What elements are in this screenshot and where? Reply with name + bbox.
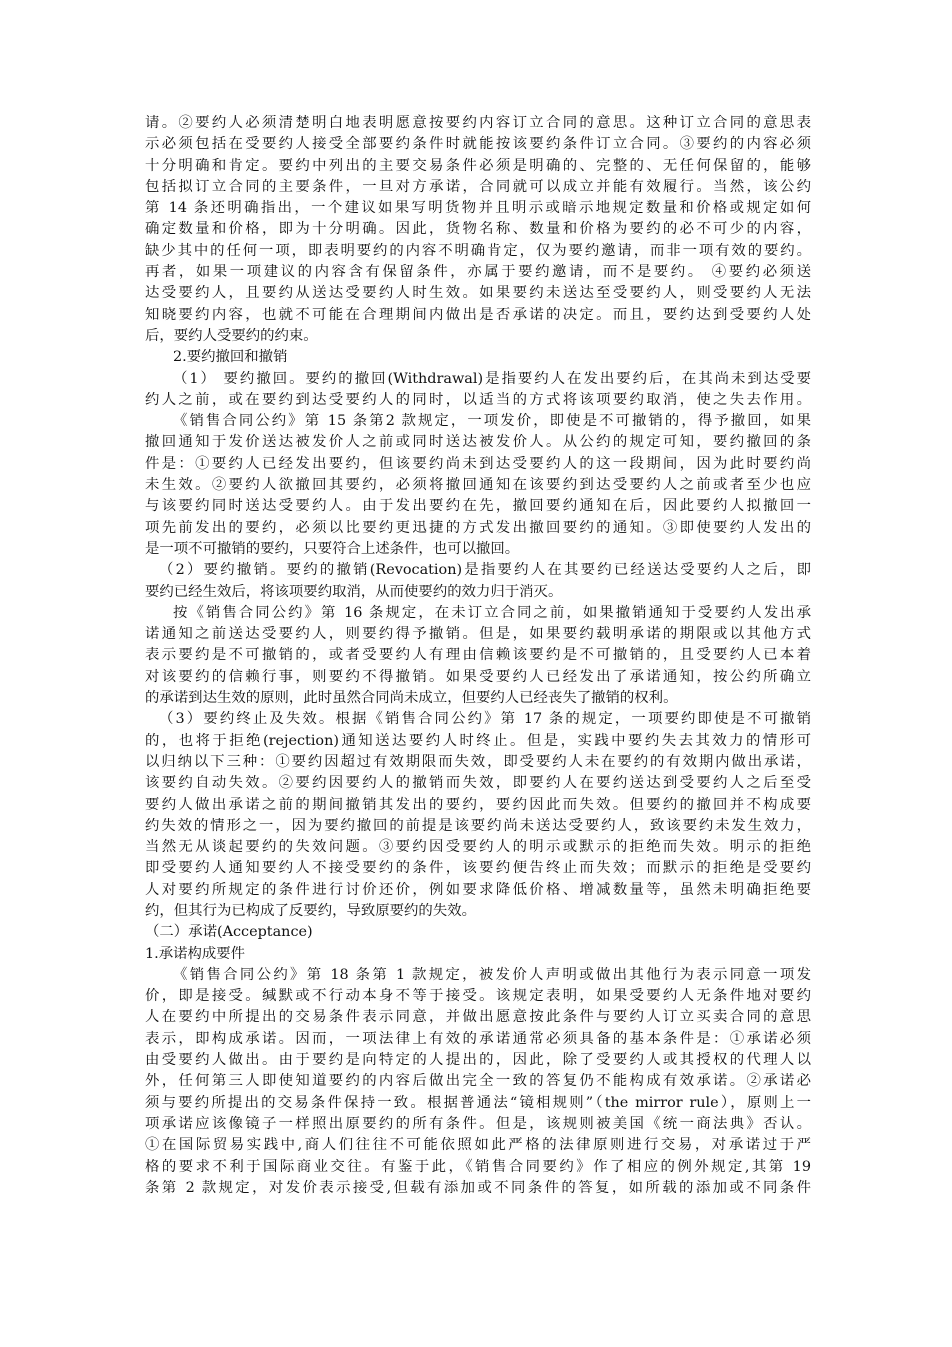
text-line: 要约已经生效后，将该项要约取消，从而使要约的效力归于消灭。 bbox=[145, 583, 563, 600]
text-line: 项先前发出的要约，必须以比要约更迅捷的方式发出撤回要约的通知。③即使要约人发出的 bbox=[145, 519, 811, 536]
text-line: 以归纳以下三种：①要约因超过有效期限而失效，即受要约人未在要约的有效期内做出承诺， bbox=[145, 753, 811, 770]
text-line: 格的要求不利于国际商业交往。有鉴于此，《销售合同要约》作了相应的例外规定,其第 19 bbox=[145, 1158, 811, 1175]
text-line: 即受要约人通知要约人不接受要约的条件，该要约便告终止而失效；而默示的拒绝是受要约 bbox=[145, 860, 811, 877]
text-line: 须与要约所提出的交易条件保持一致。根据普通法“镜相规则”（the mirror rule），原则上一 bbox=[145, 1094, 811, 1111]
text-line: （2）要约撤销。要约的撤销(Revocation)是指要约人在其要约已经送达受要约人之后，即 bbox=[159, 562, 811, 579]
document-page bbox=[145, 113, 811, 1199]
text-line: 确定数量和价格，即为十分明确。因此，货物名称、数量和价格为要约的必不可少的内容， bbox=[145, 221, 811, 238]
text-line: 十分明确和肯定。要约中列出的主要交易条件必须是明确的、完整的、无任何保留的，能够 bbox=[145, 157, 811, 174]
text-line: 对该要约的信赖行事，则要约不得撤销。如果受要约人已经发出了承诺通知，按公约所确立 bbox=[145, 668, 811, 685]
text-line: （二）承诺(Acceptance) bbox=[145, 924, 313, 941]
text-line: 表示，即构成承诺。因而，一项法律上有效的承诺通常必须具备的基本条件是：①承诺必须 bbox=[145, 1030, 811, 1047]
text-line: 人在要约中所提出的交易条件表示同意，并做出愿意按此条件与要约人订立买卖合同的意思 bbox=[145, 1009, 811, 1026]
text-line: 缺少其中的任何一项，即表明要约的内容不明确肯定，仅为要约邀请，而非一项有效的要约。 bbox=[145, 242, 811, 259]
text-line: 再者，如果一项建议的内容含有保留条件，亦属于要约邀请，而不是要约。 ④要约必须送 bbox=[145, 264, 811, 281]
text-line: 价，即是接受。缄默或不行动本身不等于接受。该规定表明，如果受要约人无条件地对要约 bbox=[145, 988, 811, 1005]
text-line: 包括拟订立合同的主要条件，一旦对方承诺，合同就可以成立并能有效履行。当然，该公约 bbox=[145, 178, 811, 195]
text-line: 《销售合同公约》第 15 条第2 款规定，一项发价，即使是不可撤销的，得予撤回，如果 bbox=[173, 413, 811, 430]
text-line: 请。②要约人必须清楚明白地表明愿意按要约内容订立合同的意思。这种订立合同的意思表 bbox=[145, 115, 811, 131]
text-line: 要约人做出承诺之前的期间撤销其发出的要约，要约因此而失效。但要约的撤回并不构成要 bbox=[145, 796, 811, 813]
text-line: 条第 2 款规定，对发价表示接受,但载有添加或不同条件的答复，如所载的添加或不同条件 bbox=[145, 1179, 811, 1196]
text-line: 《销售合同公约》第 18 条第 1 款规定，被发价人声明或做出其他行为表示同意一项发 bbox=[173, 966, 811, 983]
text-line: 第 14 条还明确指出，一个建议如果写明货物并且明示或暗示地规定数量和价格或规定如何 bbox=[145, 200, 811, 217]
text-line: 由受要约人做出。由于要约是向特定的人提出的，因此，除了受要约人或其授权的代理人以 bbox=[145, 1052, 811, 1069]
text-line: 知晓要约内容，也就不可能在合理期间内做出是否承诺的决定。而且，要约达到受要约人处 bbox=[145, 306, 811, 323]
text-line: 约失效的情形之一，因为要约撤回的前提是该要约尚未送达受要约人，致该要约未发生效力， bbox=[145, 817, 811, 834]
text-line: （1） 要约撤回。要约的撤回(Withdrawal)是指要约人在发出要约后，在其尚未到达受要 bbox=[173, 370, 811, 387]
text-line: （3）要约终止及失效。根据《销售合同公约》第 17 条的规定，一项要约即使是不可撤销 bbox=[159, 711, 811, 728]
text-line: 表示要约是不可撤销的，或者受要约人有理由信赖该要约是不可撤销的，且受要约人已本着 bbox=[145, 647, 811, 664]
text-line: 撤回通知于发价送达被发价人之前或同时送达被发价人。从公约的规定可知，要约撤回的条 bbox=[145, 434, 811, 451]
text-line: 约人之前，或在要约到达受要约人的同时，以适当的方式将该项要约取消，使之失去作用。 bbox=[145, 391, 811, 408]
text-line: 示必须包括在受要约人接受全部要约条件时就能按该要约条件订立合同。③要约的内容必须 bbox=[145, 136, 811, 153]
text-line: 诺通知之前送达受要约人，则要约得予撤销。但是，如果要约载明承诺的期限或以其他方式 bbox=[145, 626, 811, 643]
text-line: 约，但其行为已构成了反要约，导致原要约的失效。 bbox=[145, 902, 476, 919]
text-line: 是一项不可撤销的要约，只要符合上述条件，也可以撤回。 bbox=[145, 540, 520, 557]
text-line: 未生效。②要约人欲撤回其要约，必须将撤回通知在该要约到达受要约人之前或者至少也应 bbox=[145, 477, 811, 494]
text-line: 2.要约撤回和撤销 bbox=[173, 349, 288, 366]
text-line: 的，也将于拒绝(rejection)通知送达要约人时终止。但是，实践中要约失去其效力的情形可 bbox=[145, 732, 811, 749]
text-line: 按《销售合同公约》第 16 条规定，在未订立合同之前，如果撤销通知于受要约人发出承 bbox=[173, 604, 811, 621]
text-line: 该要约自动失效。②要约因要约人的撤销而失效，即要约人在要约送达到受要约人之后至受 bbox=[145, 775, 811, 792]
text-line: 当然无从谈起要约的失效问题。③要约因受要约人的明示或默示的拒绝而失效。明示的拒绝 bbox=[145, 839, 811, 856]
text-line: 的承诺到达生效的原则，此时虽然合同尚未成立，但要约人已经丧失了撤销的权利。 bbox=[145, 690, 678, 707]
text-line: 件是：①要约人已经发出要约，但该要约尚未到达受要约人的这一段期间，因为此时要约尚 bbox=[145, 455, 811, 472]
text-line: 后，要约人受要约的约束。 bbox=[145, 327, 318, 344]
text-line: 与该要约同时送达受要约人。由于发出要约在先，撤回要约通知在后，因此要约人拟撤回一 bbox=[145, 498, 811, 515]
text-line: 达受要约人，且要约从送达受要约人时生效。如果要约未送达至受要约人，则受要约人无法 bbox=[145, 285, 811, 302]
text-line: 1.承诺构成要件 bbox=[145, 945, 246, 962]
text-line: 人对要约所规定的条件进行讨价还价，例如要求降低价格、增减数量等，虽然未明确拒绝要 bbox=[145, 881, 811, 898]
text-line: ①在国际贸易实践中,商人们往往不可能依照如此严格的法律原则进行交易，对承诺过于严 bbox=[145, 1137, 811, 1154]
text-line: 项承诺应该像镜子一样照出原要约的所有条件。但是，该规则被美国《统一商法典》否认。 bbox=[145, 1115, 811, 1132]
text-line: 外，任何第三人即使知道要约的内容后做出完全一致的答复仍不能构成有效承诺。②承诺必 bbox=[145, 1073, 811, 1090]
